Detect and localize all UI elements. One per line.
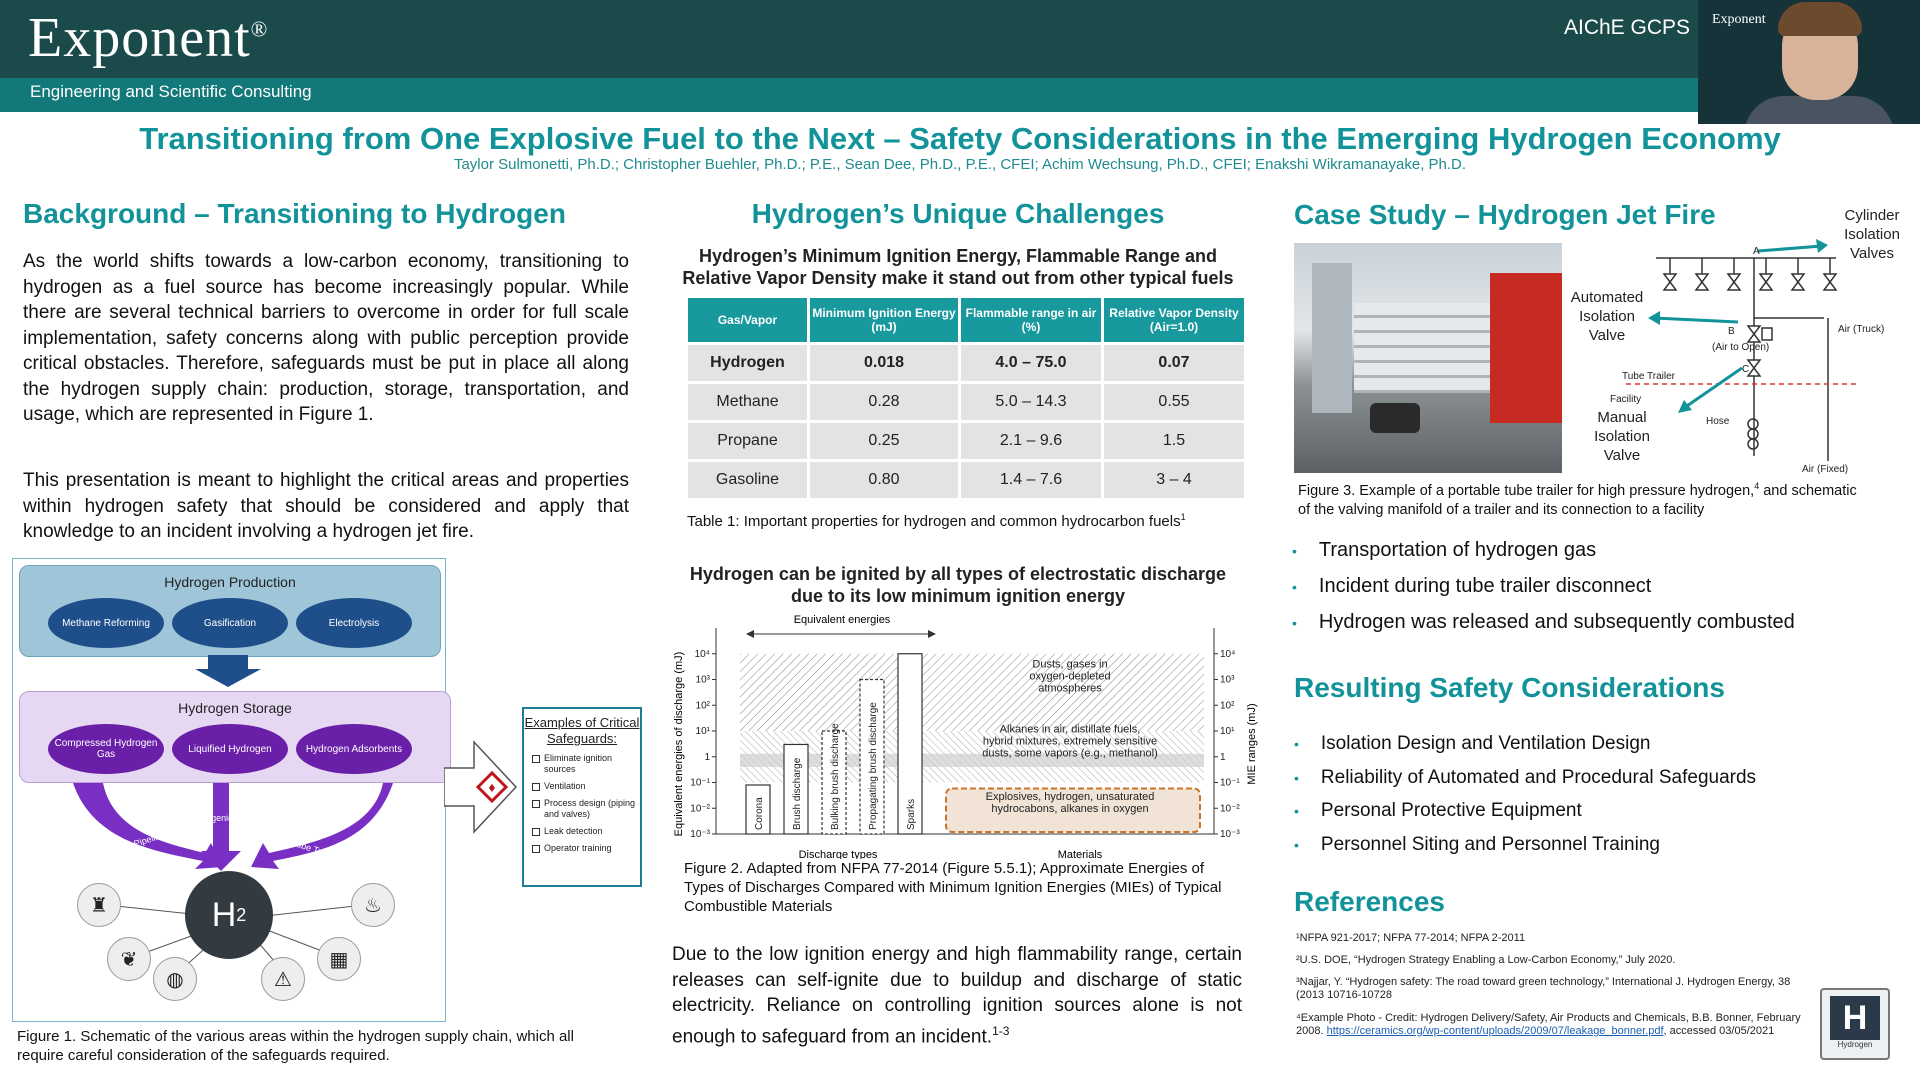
poster-title: Transitioning from One Explosive Fuel to the Next – Safety Considerations in the Emerging Hydrogen Economy bbox=[139, 121, 1781, 156]
x-axis-label-right: Materials bbox=[1057, 849, 1103, 859]
bullet-dot-icon: • bbox=[1292, 579, 1297, 595]
figure-1-caption: Figure 1. Schematic of the various areas within the hydrogen supply chain, which all require careful consideration of the safeguards required. bbox=[17, 1028, 574, 1064]
figure-3-sup: 4 bbox=[1754, 481, 1760, 491]
table-cell: Propane bbox=[688, 423, 807, 459]
table-caption-sup: 1 bbox=[1180, 512, 1186, 522]
figure-1-supply-chain bbox=[12, 558, 446, 1022]
figure-3-caption-text: Figure 3. Example of a portable tube trailer for high pressure hydrogen, bbox=[1298, 482, 1755, 499]
actuator-icon bbox=[1762, 328, 1772, 340]
presenter-body bbox=[1744, 96, 1894, 124]
y-tick-label: 10² bbox=[695, 700, 710, 712]
table-cell: 1.4 – 7.6 bbox=[961, 462, 1101, 498]
y-tick-label-right: 10³ bbox=[1220, 674, 1235, 686]
flame-icon: ♨ bbox=[351, 883, 395, 927]
h2-symbol: H bbox=[211, 895, 237, 934]
bullet-dot-icon: • bbox=[1294, 837, 1299, 853]
category-label: Propagating brush discharge bbox=[868, 702, 879, 830]
hydrogen-badge bbox=[1820, 988, 1890, 1060]
table-header-row bbox=[688, 298, 1244, 342]
table-cell: 0.80 bbox=[810, 462, 958, 498]
conclusion-sup: 1-3 bbox=[992, 1023, 1010, 1038]
case-bullet-text: Incident during tube trailer disconnect bbox=[1318, 575, 1652, 597]
transport-tube-trailer: Tube Trailer bbox=[290, 837, 339, 862]
hose-coil-icon bbox=[1748, 429, 1758, 439]
table-header: Gas/Vapor bbox=[688, 298, 807, 342]
category-label: Brush discharge bbox=[792, 757, 803, 830]
safeguards-box bbox=[522, 707, 642, 887]
reference-link[interactable]: https://ceramics.org/wp-content/uploads/2009/07/leakage_bonner.pdf bbox=[1326, 1025, 1664, 1037]
table-cell: 0.55 bbox=[1104, 384, 1244, 420]
case-bullet-text: Hydrogen was released and subsequently combusted bbox=[1318, 611, 1795, 633]
exponent-logo bbox=[28, 6, 268, 70]
table-cell: 3 – 4 bbox=[1104, 462, 1244, 498]
cylinder-valve-icon bbox=[1664, 274, 1676, 290]
label-b-note: (Air to Open) bbox=[1712, 342, 1770, 353]
transport-pipeline: Pipeline bbox=[132, 829, 167, 849]
y-tick-label: 10⁴ bbox=[694, 648, 710, 660]
category-label: Sparks bbox=[906, 798, 917, 830]
figure-2-caption: Figure 2. Adapted from NFPA 77-2014 (Figure 5.5.1); Approximate Energies of Types of Discharges Compared with Minimum Ignition Energies (MIEs) of Typical Combustible Materials bbox=[684, 860, 1222, 915]
table-cell: Gasoline bbox=[688, 462, 807, 498]
label-tube-trailer: Tube Trailer bbox=[1622, 371, 1675, 382]
y-tick-label: 10¹ bbox=[695, 726, 710, 737]
table-row bbox=[688, 462, 1244, 498]
label-air-truck: Air (Truck) bbox=[1838, 324, 1885, 335]
table-row bbox=[688, 345, 1244, 381]
y-tick-label-right: 10⁻³ bbox=[1220, 829, 1240, 840]
gas-cylinder-icon: ♜ bbox=[77, 883, 121, 927]
label-b: B bbox=[1728, 326, 1735, 337]
safety-bullet-text: Personal Protective Equipment bbox=[1320, 800, 1582, 821]
label-c: C bbox=[1742, 364, 1750, 375]
y-tick-label-right: 10² bbox=[1220, 700, 1235, 712]
automated-valve-icon bbox=[1748, 326, 1760, 342]
figure-2-chart bbox=[670, 614, 1260, 859]
background-heading: Background – Transitioning to Hydrogen bbox=[23, 198, 566, 229]
production-oval-methane: Methane Reforming bbox=[48, 598, 164, 648]
bullet-dot-icon: • bbox=[1292, 615, 1297, 631]
safeguard-item: Ventilation bbox=[532, 781, 640, 792]
safeguard-item: Eliminate ignition sources bbox=[532, 753, 640, 775]
y-tick-label-right: 10¹ bbox=[1220, 726, 1235, 737]
hydrogen-center-node bbox=[185, 871, 273, 959]
manual-valve-arrow-head bbox=[1678, 400, 1692, 413]
production-oval-electrolysis: Electrolysis bbox=[296, 598, 412, 648]
safety-bullet-text: Reliability of Automated and Procedural Safeguards bbox=[1320, 767, 1757, 788]
photo-tank-structure bbox=[1312, 263, 1352, 413]
bullet-dot-icon: • bbox=[1294, 736, 1299, 752]
bullet-dot-icon: • bbox=[1294, 803, 1299, 819]
table-title: Hydrogen’s Minimum Ignition Energy, Flammable Range and Relative Vapor Density make it stand out from other typical fuels bbox=[682, 246, 1234, 288]
challenges-heading: Hydrogen’s Unique Challenges bbox=[751, 198, 1165, 229]
arrow-head-right-icon bbox=[928, 630, 936, 638]
label-air-fixed: Air (Fixed) bbox=[1802, 464, 1849, 475]
hydrogen-badge-letter: H bbox=[1830, 996, 1880, 1040]
table-cell: 5.0 – 14.3 bbox=[961, 384, 1101, 420]
storage-oval-liquified: Liquified Hydrogen bbox=[172, 724, 288, 774]
table-cell: 1.5 bbox=[1104, 423, 1244, 459]
y-tick-label-right: 1 bbox=[1220, 751, 1226, 763]
table-cell: 0.018 bbox=[810, 345, 958, 381]
y-axis-label-right: MIE ranges (mJ) bbox=[1246, 703, 1258, 785]
reference-item: ²U.S. DOE, “Hydrogen Strategy Enabling a Low-Carbon Economy,” July 2020. bbox=[1296, 954, 1676, 966]
manual-valve-arrow bbox=[1684, 368, 1742, 408]
safety-bullet bbox=[1294, 800, 1582, 822]
presenter-webcam bbox=[1698, 0, 1920, 124]
bullet-dot-icon: • bbox=[1292, 543, 1297, 559]
label-hose: Hose bbox=[1706, 416, 1730, 427]
manual-valve-icon bbox=[1748, 360, 1760, 376]
cylinder-valve-icon bbox=[1696, 274, 1708, 290]
table-row bbox=[688, 384, 1244, 420]
material-label: Explosives, hydrogen, unsaturated hydrocabons, alkanes in oxygen bbox=[985, 791, 1155, 816]
conference-label: AIChE GCPS bbox=[1564, 16, 1691, 39]
table-cell: 4.0 – 75.0 bbox=[961, 345, 1101, 381]
table-row bbox=[688, 423, 1244, 459]
logo-mark: ® bbox=[250, 16, 269, 42]
cylinder-valve-icon bbox=[1792, 274, 1804, 290]
material-range-band bbox=[740, 654, 1204, 731]
photo-cylinders bbox=[1354, 303, 1494, 393]
tagline: Engineering and Scientific Consulting bbox=[30, 82, 312, 101]
safeguard-item: Process design (piping and valves) bbox=[532, 798, 640, 820]
table-header: Minimum Ignition Energy (mJ) bbox=[810, 298, 958, 342]
h2-subscript: 2 bbox=[236, 904, 247, 925]
y-axis-label: Equivalent energies of discharge (mJ) bbox=[673, 651, 685, 837]
hydrogen-badge-sub: Hydrogen bbox=[1837, 1040, 1873, 1049]
auto-valve-arrow-head bbox=[1648, 311, 1660, 325]
y-tick-label: 10⁻³ bbox=[690, 829, 710, 840]
category-label: Corona bbox=[754, 797, 765, 830]
case-study-heading: Case Study – Hydrogen Jet Fire bbox=[1294, 199, 1716, 230]
safeguards-title: Examples of Critical Safeguards: bbox=[524, 715, 640, 746]
production-oval-gasification: Gasification bbox=[172, 598, 288, 648]
transport-cryogenic: Cryogenic Tank bbox=[192, 813, 254, 823]
safeguard-arrow bbox=[444, 740, 518, 834]
bullet-dot-icon: • bbox=[1294, 770, 1299, 786]
label-a: A bbox=[1753, 246, 1760, 257]
y-tick-label: 1 bbox=[704, 751, 710, 763]
safeguard-item: Leak detection bbox=[532, 826, 640, 837]
automated-valve-label: Automated Isolation Valve bbox=[1570, 289, 1644, 344]
car-icon: ◍ bbox=[153, 957, 197, 1001]
safeguard-item: Operator training bbox=[532, 843, 640, 854]
webcam-brand: Exponent bbox=[1712, 12, 1766, 27]
challenges-conclusion bbox=[672, 942, 1242, 1049]
chart-marks bbox=[690, 649, 1240, 840]
conclusion-text: Due to the low ignition energy and high flammability range, certain releases can self-ignite due to buildup and discharge of static electricity. Reliance on controlling ignition sources alone is not enough to safeguard from an incident. bbox=[672, 944, 1242, 1047]
factory-icon: ▦ bbox=[317, 937, 361, 981]
y-tick-label: 10⁻² bbox=[690, 803, 710, 815]
photo-wheels bbox=[1370, 403, 1420, 433]
reference-item: ³Najjar, Y. “Hydrogen safety: The road toward green technology,” International J. Hydrogen Energy, 38 (2013 10716-10728 bbox=[1296, 976, 1791, 1001]
table-cell: 0.07 bbox=[1104, 345, 1244, 381]
hose-coil-icon bbox=[1748, 419, 1758, 429]
poster-authors: Taylor Sulmonetti, Ph.D.; Christopher Buehler, Ph.D.; P.E., Sean Dee, Ph.D., P.E., CFEI; Achim Wechsung, Ph.D., CFEI; Enakshi Wikramanayake, Ph.D. bbox=[453, 156, 1467, 173]
table-cell: Methane bbox=[688, 384, 807, 420]
material-label: Dusts, gases in oxygen-depleted atmospheres bbox=[1029, 658, 1111, 695]
y-tick-label: 10³ bbox=[695, 674, 710, 686]
material-label: Alkanes in air, distillate fuels, hybrid mixtures, extremely sensitive dusts, some vapors (e.g., methanol) bbox=[982, 723, 1158, 760]
down-arrow-icon bbox=[193, 655, 263, 689]
arrow-head-left-icon bbox=[746, 630, 754, 638]
y-tick-label-right: 10⁴ bbox=[1220, 648, 1236, 660]
storage-title: Hydrogen Storage bbox=[178, 700, 292, 716]
properties-table bbox=[685, 295, 1247, 501]
auto-valve-arrow bbox=[1654, 318, 1738, 322]
warning-icon: ⚠ bbox=[261, 957, 305, 1001]
table-cell: Hydrogen bbox=[688, 345, 807, 381]
label-facility: Facility bbox=[1610, 394, 1642, 405]
manual-valve-label: Manual Isolation Valve bbox=[1594, 409, 1650, 464]
y-tick-label-right: 10⁻¹ bbox=[1220, 777, 1240, 789]
tube-trailer-photo bbox=[1294, 243, 1562, 473]
category-label: Bulking brush discharge bbox=[830, 723, 841, 830]
leaf-icon: ❦ bbox=[107, 937, 151, 981]
reference-text: ⁴Example Photo - Credit: Hydrogen Delivery/Safety, Air Products and Chemicals, B.B. Bonner, February 2008. bbox=[1296, 1012, 1801, 1037]
production-stage bbox=[19, 565, 441, 657]
safety-bullet bbox=[1294, 834, 1660, 856]
safety-bullet-text: Isolation Design and Ventilation Design bbox=[1320, 733, 1651, 754]
cylinder-arrow bbox=[1758, 246, 1822, 251]
cylinder-valve-icon bbox=[1824, 274, 1836, 290]
x-axis-label: Discharge types bbox=[798, 849, 878, 859]
reference-link-suffix: , accessed 03/05/2021 bbox=[1663, 1025, 1775, 1037]
background-paragraph-1: As the world shifts towards a low-carbon economy, transitioning to hydrogen as a fuel source has become increasingly popular. While there are several technical barriers to overcome in order for full scale implementation, safety concerns along with public perception provide critical obstacles. Therefore, safeguards must be put in place all along the hydrogen supply chain: production, storage, transportation, and usage, which are represented in Figure 1. bbox=[23, 251, 629, 425]
storage-oval-adsorbents: Hydrogen Adsorbents bbox=[296, 724, 412, 774]
transport-arrows bbox=[73, 781, 393, 871]
safety-heading: Resulting Safety Considerations bbox=[1294, 672, 1725, 703]
background-paragraph-2: This presentation is meant to highlight the critical areas and properties within hydrogen safety that should be considered and apply that knowledge to an incident involving a hydrogen jet fire. bbox=[23, 470, 629, 542]
table-caption bbox=[687, 508, 1247, 531]
references-heading: References bbox=[1294, 886, 1445, 917]
figure-3-caption-text-2: and schematic of the valving manifold of a trailer and its connection to a facility bbox=[1298, 482, 1857, 518]
table-header: Flammable range in air (%) bbox=[961, 298, 1101, 342]
y-tick-label-right: 10⁻² bbox=[1220, 803, 1240, 815]
safety-bullet bbox=[1294, 733, 1650, 755]
cylinder-valve-icon bbox=[1760, 274, 1772, 290]
table-caption-text: Table 1: Important properties for hydrogen and common hydrocarbon fuels bbox=[687, 513, 1181, 530]
photo-trailer-end bbox=[1490, 273, 1562, 423]
equivalent-energies-label: Equivalent energies bbox=[793, 614, 891, 626]
logo-text: Exponent bbox=[28, 7, 251, 69]
figure-3-caption bbox=[1298, 477, 1858, 520]
figure-2-title: Hydrogen can be ignited by all types of electrostatic discharge due to its low minimum ignition energy bbox=[689, 564, 1227, 606]
reference-item bbox=[1296, 1012, 1816, 1038]
storage-stage bbox=[19, 691, 451, 783]
table-cell: 0.28 bbox=[810, 384, 958, 420]
case-bullet bbox=[1292, 611, 1795, 634]
table-cell: 0.25 bbox=[810, 423, 958, 459]
safety-bullet-text: Personnel Siting and Personnel Training bbox=[1320, 834, 1660, 855]
reference-item: ¹NFPA 921-2017; NFPA 77-2014; NFPA 2-2011 bbox=[1296, 932, 1526, 944]
hose-coil-icon bbox=[1748, 439, 1758, 449]
y-tick-label: 10⁻¹ bbox=[690, 777, 710, 789]
table-cell: 2.1 – 9.6 bbox=[961, 423, 1101, 459]
case-bullet bbox=[1292, 575, 1651, 598]
cylinder-valve-icon bbox=[1728, 274, 1740, 290]
production-title: Hydrogen Production bbox=[164, 574, 296, 590]
presenter-hair bbox=[1778, 2, 1862, 36]
table-header: Relative Vapor Density (Air=1.0) bbox=[1104, 298, 1244, 342]
cylinder-valves-label: Cylinder Isolation Valves bbox=[1844, 207, 1900, 262]
case-bullet-text: Transportation of hydrogen gas bbox=[1318, 539, 1597, 561]
safety-bullet bbox=[1294, 767, 1756, 789]
case-bullet bbox=[1292, 539, 1596, 562]
fire-hazard-icon: ♦ bbox=[488, 779, 496, 795]
storage-oval-compressed: Compressed Hydrogen Gas bbox=[48, 724, 164, 774]
